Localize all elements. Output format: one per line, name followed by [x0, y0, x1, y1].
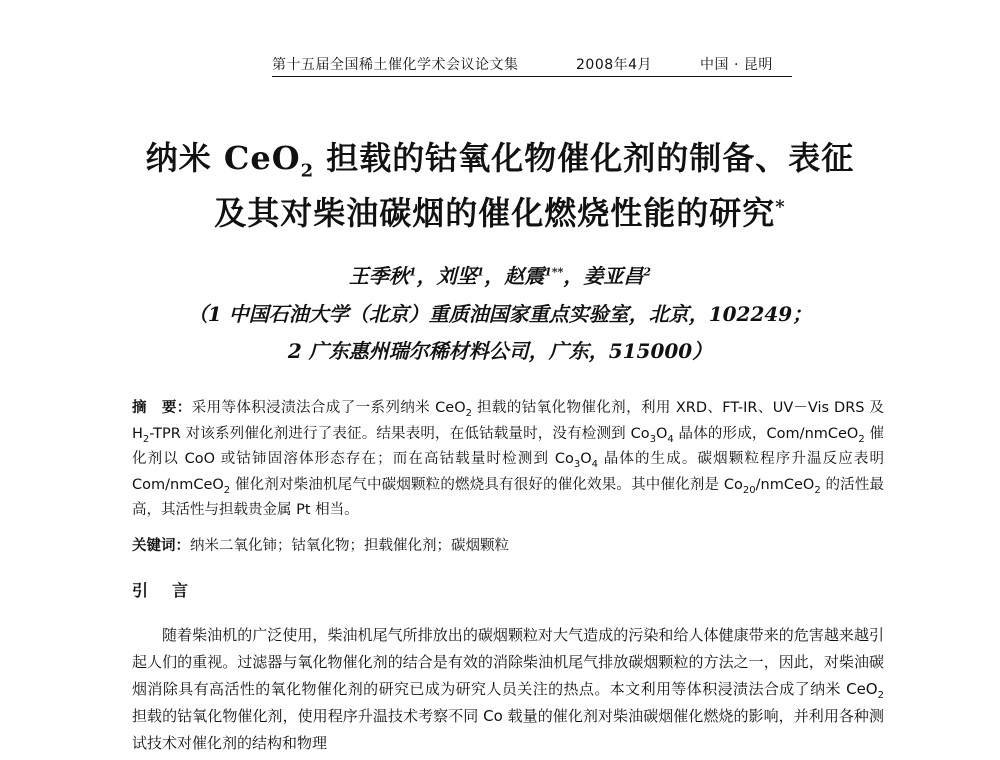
abstract-text: 的活性最高，其活性与担载贵金属 Pt 相当。	[132, 476, 885, 518]
abstract-sub: 20	[742, 484, 756, 496]
author-separator: ，	[563, 264, 584, 288]
author-list	[0, 260, 1000, 289]
paper-title-line-1	[0, 133, 1000, 181]
keywords-label: 关键词：	[132, 538, 190, 554]
running-header	[272, 52, 792, 77]
abstract-sub: 4	[667, 433, 674, 445]
author-mark: 1**	[544, 265, 564, 279]
abstract-sub: 2	[814, 484, 821, 496]
keywords	[132, 534, 884, 559]
affiliation-2: 2 广东惠州瑞尔稀材料公司，广东，515000）	[287, 339, 713, 363]
abstract	[132, 396, 884, 524]
intro-text: 担载的钴氧化物催化剂，使用程序升温技术考察不同 Co 载量的催化剂对柴油碳烟催化燃烧的影响，并利用各种测试技术对催化剂的结构和物理	[132, 707, 884, 752]
author-name: 刘坚	[436, 264, 477, 288]
author-mark: 2	[643, 265, 652, 279]
abstract-text: /nmCeO	[755, 476, 815, 493]
abstract-text: 采用等体积浸渍法合成了一系列纳米 CeO	[191, 400, 466, 416]
title-line1-pre: 纳米 CeO	[145, 139, 301, 177]
abstract-sub: 4	[591, 458, 598, 470]
author-mark: 1	[476, 265, 485, 279]
abstract-text: 催化剂以 CoO 或钴铈固溶体形态存在；而在高钴载量时检测到 Co	[132, 425, 884, 467]
intro-sub: 2	[877, 690, 884, 701]
author-separator: ，	[416, 264, 437, 288]
paper-title-line-2	[0, 188, 1000, 234]
author-name: 赵震	[504, 264, 545, 288]
abstract-label: 摘 要：	[132, 400, 192, 416]
abstract-text: 晶体的生成。碳烟颗粒程序升温反应表明 Com/nmCeO	[132, 451, 885, 493]
author-name: 姜亚昌	[583, 264, 644, 288]
header-place: 中国 · 昆明	[700, 57, 773, 73]
author-name: 王季秋	[348, 264, 409, 288]
abstract-sub: 2	[858, 433, 865, 445]
intro-text: 随着柴油机的广泛使用，柴油机尾气所排放出的碳烟颗粒对大气造成的污染和给人体健康带来的危害越来越引起人们的重视。过滤器与氧化物催化剂的结合是有效的消除柴油机尾气排放碳烟颗粒的方法之一，因此，对柴油碳烟消除具有高活性的氧化物催化剂的研究已成为研究人员关注的热点。本文利用等体积浸渍法合成了纳米 CeO	[132, 626, 884, 698]
section-title: 引 言	[132, 581, 193, 600]
header-date: 2008年4月	[576, 57, 653, 73]
abstract-text: O	[580, 451, 592, 467]
author-mark: 1	[408, 265, 417, 279]
intro-paragraph	[132, 622, 884, 757]
title-line2-text: 及其对柴油碳烟的催化燃烧性能的研究	[214, 194, 776, 232]
title-line1-post: 担载的钴氧化物催化剂的制备、表征	[314, 139, 855, 177]
abstract-text: 担载的钴氧化物催化剂，利用 XRD、FT-IR、UV－Vis DRS 及 H	[132, 400, 885, 442]
abstract-text: O	[655, 425, 668, 442]
title-line1-sub: 2	[300, 160, 315, 182]
abstract-text: 催化剂对柴油机尾气中碳烟颗粒的燃烧具有很好的催化效果。其中催化剂是 Co	[230, 476, 743, 493]
abstract-text: -TPR 对该系列催化剂进行了表征。结果表明，在低钴载量时，没有检测到 Co	[149, 425, 650, 442]
keywords-text: 纳米二氧化铈；钴氧化物；担载催化剂；碳烟颗粒	[190, 538, 509, 554]
abstract-sub: 3	[573, 458, 581, 470]
header-conference: 第十五届全国稀土催化学术会议论文集	[272, 57, 519, 73]
abstract-text: 晶体的形成，Com/nmCeO	[673, 425, 859, 442]
abstract-sub: 2	[465, 407, 472, 419]
title-line2-mark: *	[775, 196, 786, 218]
author-separator: ，	[484, 264, 505, 288]
abstract-sub: 2	[142, 433, 150, 445]
affiliation-1: （1 中国石油大学（北京）重质油国家重点实验室，北京，102249；	[187, 302, 813, 326]
abstract-sub: 2	[223, 484, 231, 496]
abstract-sub: 3	[649, 433, 656, 445]
